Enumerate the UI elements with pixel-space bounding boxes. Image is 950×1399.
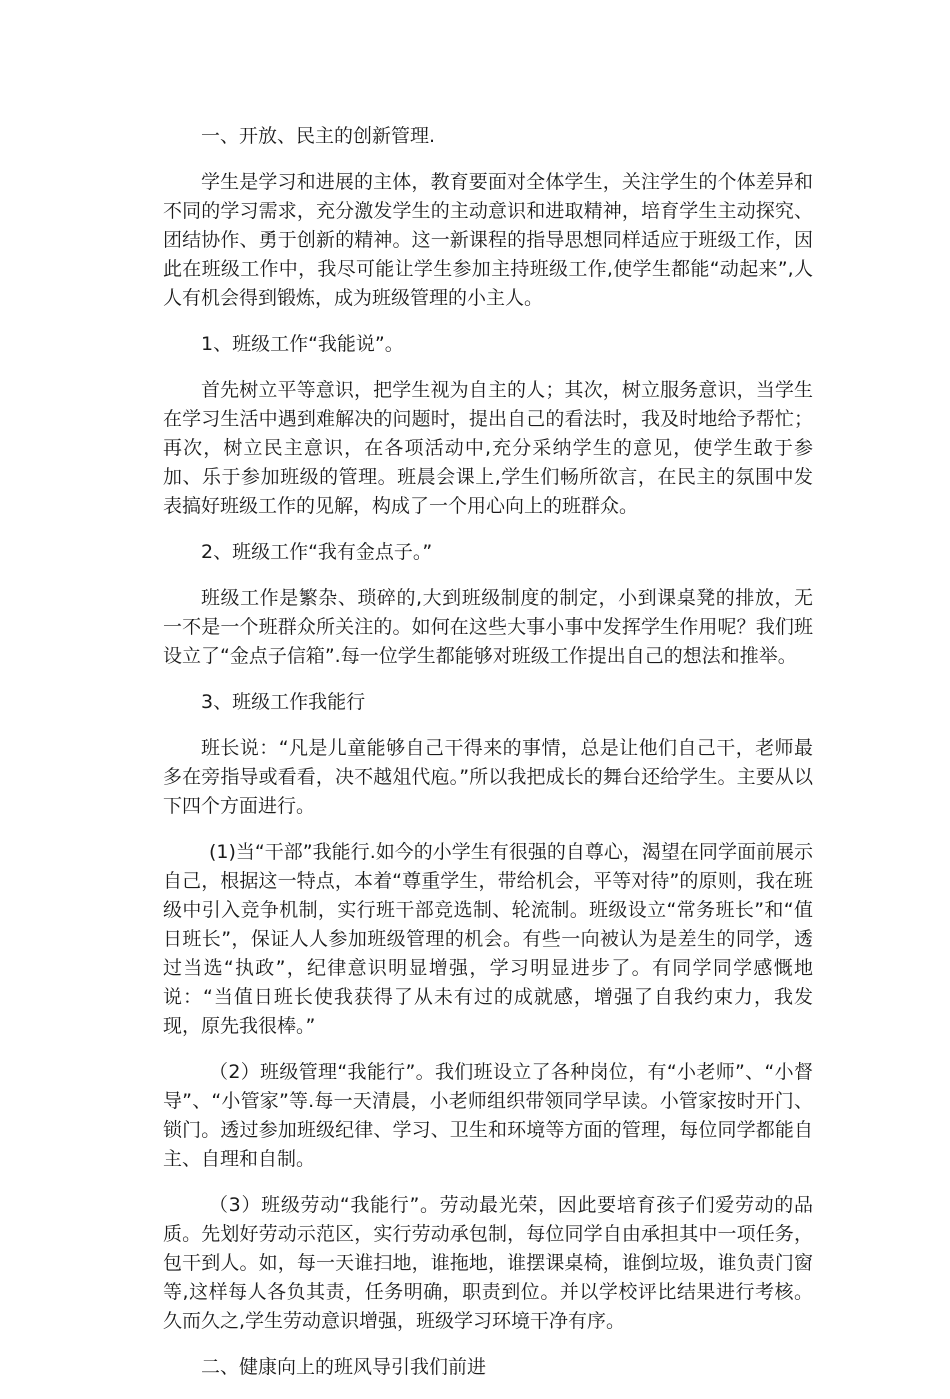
- document-body: [163, 122, 813, 1399]
- section-heading-1: 一、开放、民主的创新管理.: [201, 125, 436, 147]
- paragraph-1: 学生是学习和进展的主体，教育要面对全体学生，关注学生的个体差异和不同的学习需求，充分激发学生的主动意识和进取精神，培育学生主动探究、团结协作、勇于创新的精神。这一新课程的指导思想同样适应于班级工作，因此在班级工作中，我尽可能让学生参加主持班级工作,使学生都能“动起来”,人人有机会得到锻炼，成为班级管理的小主人。: [163, 171, 813, 309]
- subheading-3: 3、班级工作我能行: [201, 691, 366, 713]
- paragraph-2: 首先树立平等意识，把学生视为自主的人；其次，树立服务意识，当学生在学习生活中遇到难解决的问题时，提出自己的看法时，我及时地给予帮忙；再次，树立民主意识，在各项活动中,充分采纳学生的意见，使学生敢于参加、乐于参加班级的管理。班晨会课上,学生们畅所欲言，在民主的氛围中发表搞好班级工作的见解，构成了一个用心向上的班群众。: [163, 379, 813, 517]
- section-heading-2: 二、健康向上的班风导引我们前进: [201, 1356, 487, 1378]
- subheading-2: 2、班级工作“我有金点子。”: [201, 541, 433, 563]
- subheading-1: 1、班级工作“我能说”。: [201, 333, 404, 355]
- paragraph-5: (1)当“干部”我能行.如今的小学生有很强的自尊心，渴望在同学面前展示自己，根据这一特点，本着“尊重学生，带给机会，平等对待”的原则，我在班级中引入竞争机制，实行班干部竞选制、轮流制。班级设立“常务班长”和“值日班长”，保证人人参加班级管理的机会。有些一向被认为是差生的同学，透过当选“执政”，纪律意识明显增强，学习明显进步了。有同学同学感慨地说：“当值日班长使我获得了从未有过的成就感，增强了自我约束力，我发现，原先我很棒。”: [163, 841, 813, 1037]
- paragraph-6: （2）班级管理“我能行”。我们班设立了各种岗位，有“小老师”、“小督导”、“小管家”等.每一天清晨，小老师组织带领同学早读。小管家按时开门、锁门。透过参加班级纪律、学习、卫生和环境等方面的管理，每位同学都能自主、自理和自制。: [163, 1061, 813, 1170]
- paragraph-7: （3）班级劳动“我能行”。劳动最光荣，因此要培育孩子们爱劳动的品质。先划好劳动示范区，实行劳动承包制，每位同学自由承担其中一项任务，包干到人。如，每一天谁扫地，谁拖地，谁摆课桌椅，谁倒垃圾，谁负责门窗等,这样每人各负其责，任务明确，职责到位。并以学校评比结果进行考核。久而久之,学生劳动意识增强，班级学习环境干净有序。: [163, 1194, 813, 1332]
- paragraph-3: 班级工作是繁杂、琐碎的,大到班级制度的制定，小到课桌凳的排放，无一不是一个班群众所关注的。如何在这些大事小事中发挥学生作用呢？我们班设立了“金点子信箱”.每一位学生都能够对班级工作提出自己的想法和推举。: [163, 587, 813, 667]
- paragraph-4: 班长说：“凡是儿童能够自己干得来的事情，总是让他们自己干，老师最多在旁指导或看看，决不越俎代庖。”所以我把成长的舞台还给学生。主要从以下四个方面进行。: [163, 737, 813, 817]
